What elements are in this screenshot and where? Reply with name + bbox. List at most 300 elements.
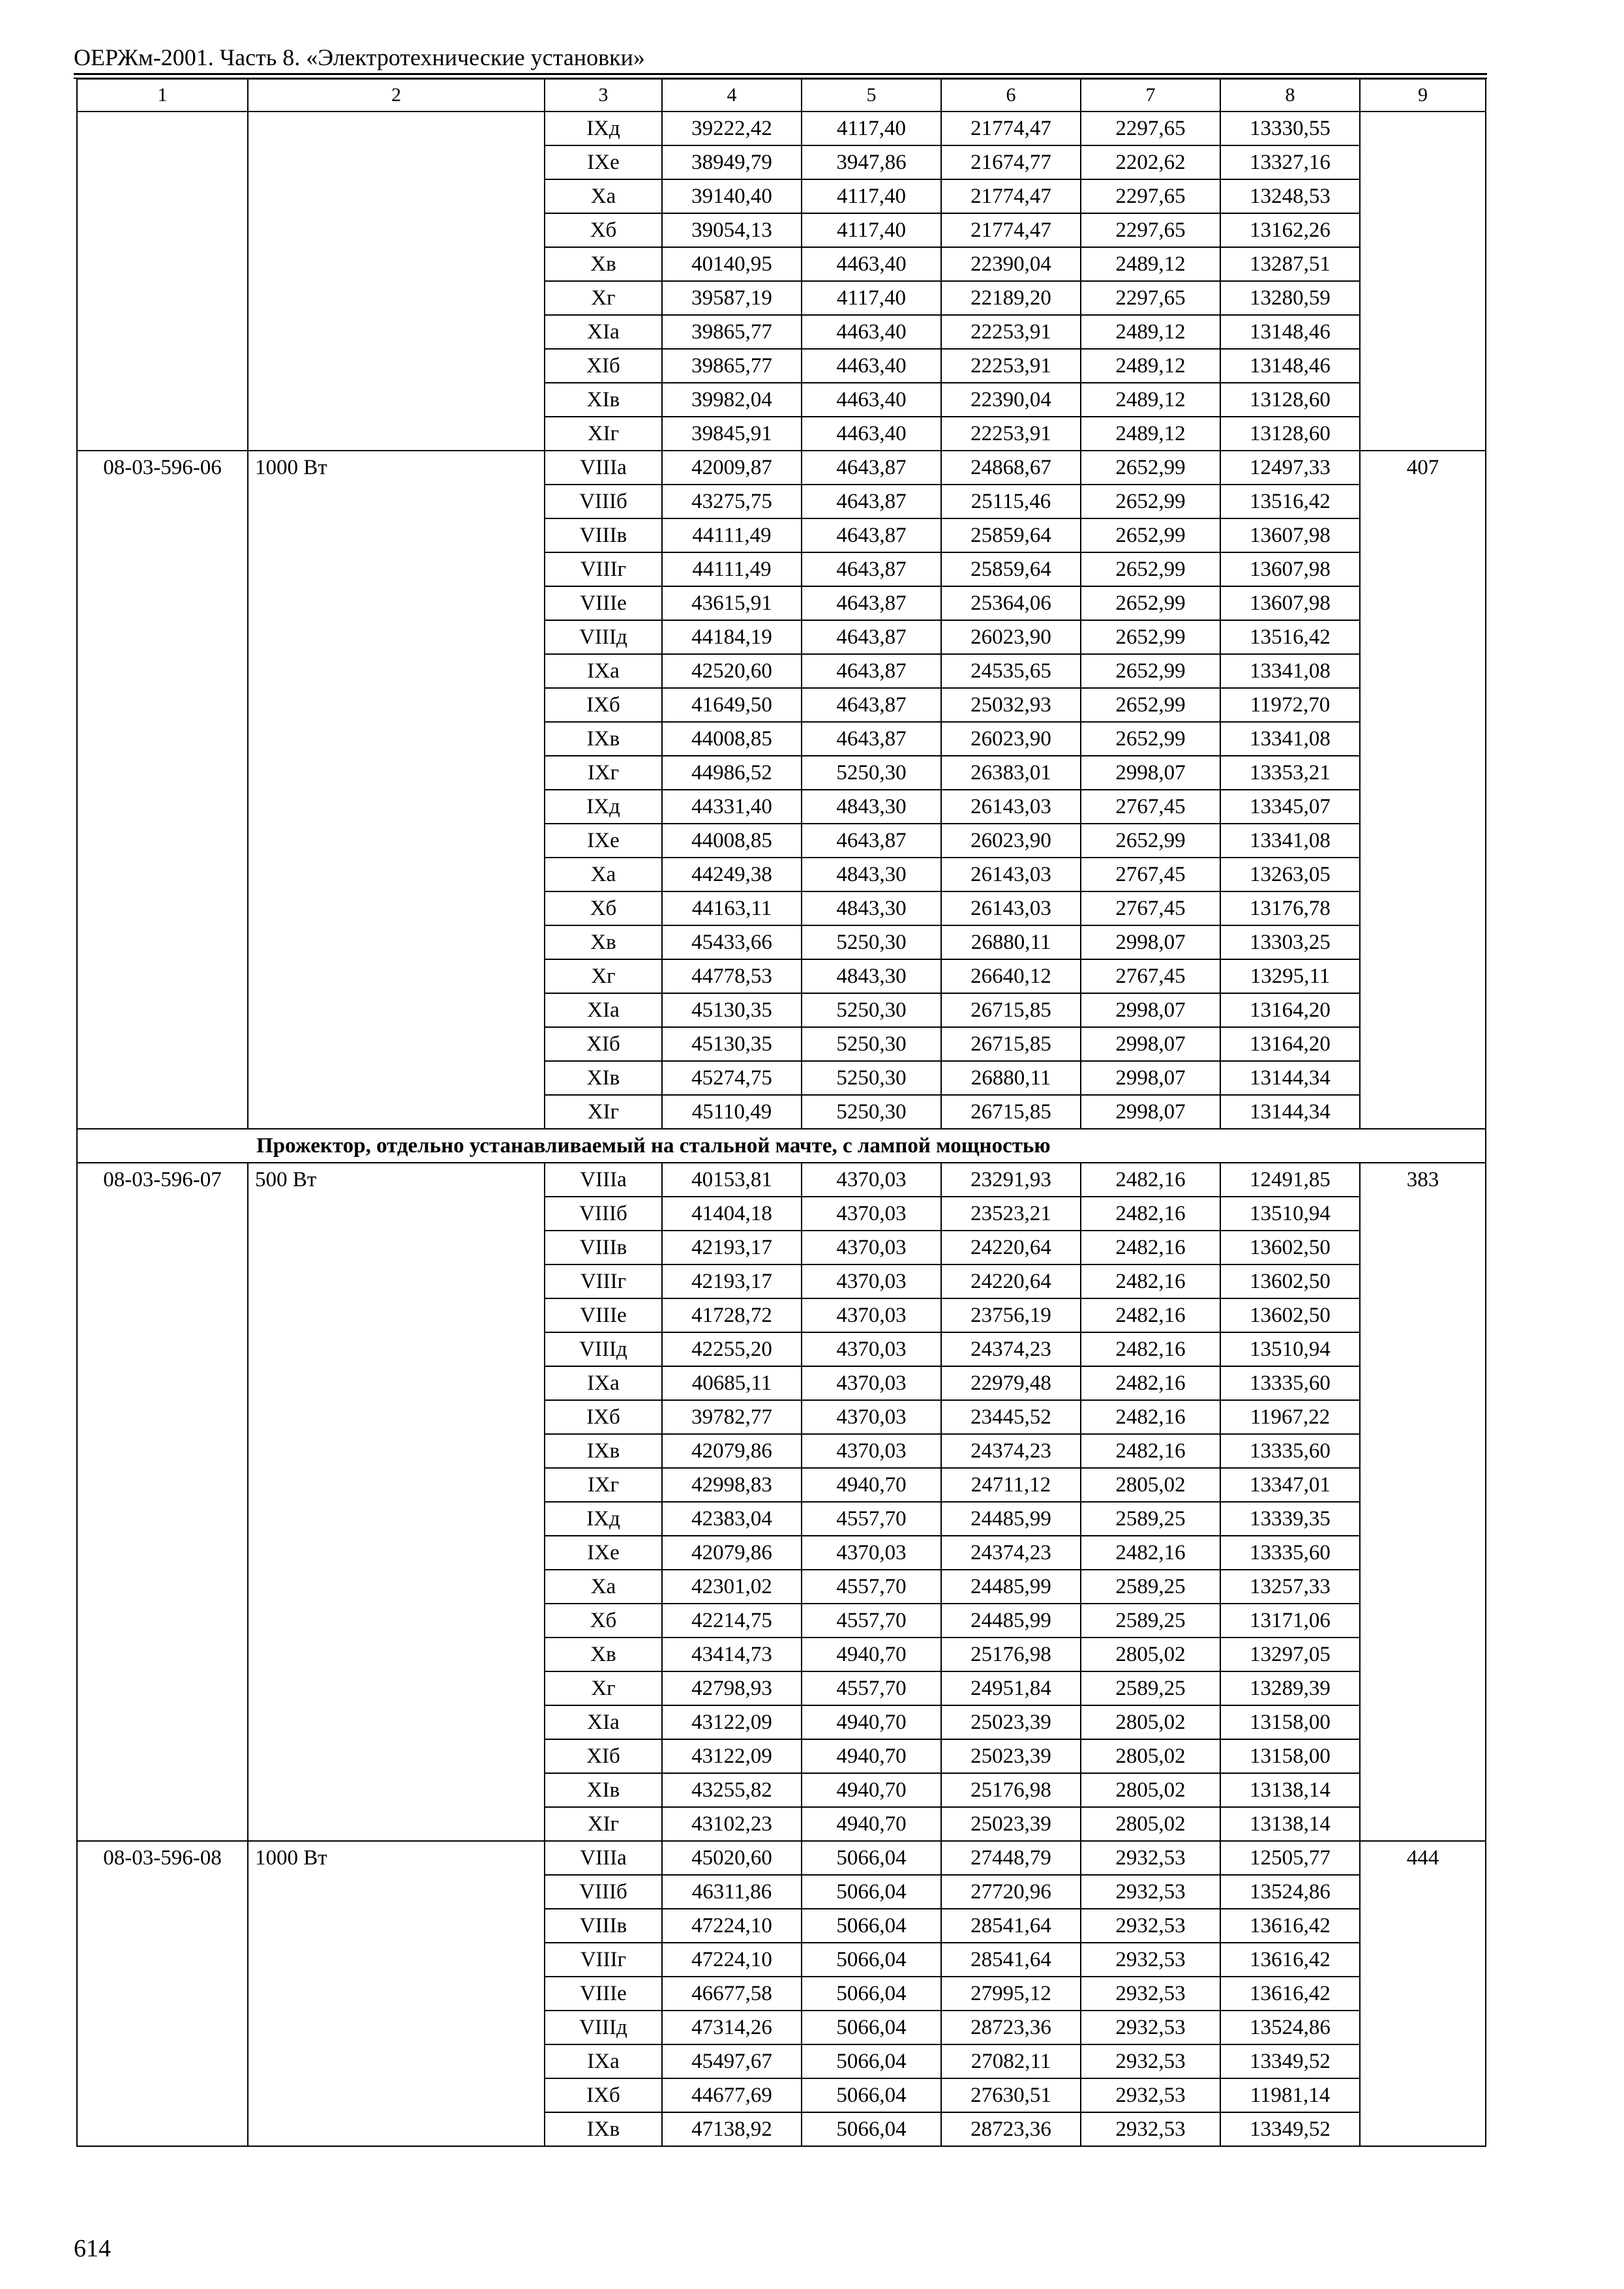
value-col8: 13616,42: [1220, 1977, 1360, 2011]
header-rule: [74, 73, 1487, 75]
value-col7: 2482,16: [1081, 1366, 1220, 1400]
value-col4: 44986,52: [662, 756, 802, 790]
value-col5: 4370,03: [802, 1366, 941, 1400]
value-col7: 2805,02: [1081, 1739, 1220, 1773]
zone-cell: XIб: [545, 349, 662, 383]
value-col8: 13128,60: [1220, 417, 1360, 451]
value-col7: 2805,02: [1081, 1773, 1220, 1807]
zone-cell: VIIIг: [545, 1943, 662, 1977]
value-col8: 13148,46: [1220, 349, 1360, 383]
zone-cell: Xб: [545, 891, 662, 925]
value-col7: 2482,16: [1081, 1400, 1220, 1434]
zone-cell: Xб: [545, 213, 662, 247]
value-col4: 45497,67: [662, 2044, 802, 2078]
value-col7: 2932,53: [1081, 2044, 1220, 2078]
value-col4: 43615,91: [662, 586, 802, 620]
value-col6: 26023,90: [941, 722, 1081, 756]
value-col5: 4843,30: [802, 891, 941, 925]
zone-cell: XIг: [545, 417, 662, 451]
value-col7: 2297,65: [1081, 112, 1220, 145]
column-header: 7: [1081, 79, 1220, 112]
value-col6: 26143,03: [941, 790, 1081, 824]
value-col4: 42193,17: [662, 1231, 802, 1264]
value-col5: 3947,86: [802, 145, 941, 179]
value-col4: 40685,11: [662, 1366, 802, 1400]
value-col8: 13602,50: [1220, 1231, 1360, 1264]
zone-cell: Xг: [545, 959, 662, 993]
value-col5: 4643,87: [802, 451, 941, 485]
zone-cell: IXб: [545, 688, 662, 722]
value-col6: 24485,99: [941, 1570, 1081, 1604]
value-col4: 43275,75: [662, 485, 802, 518]
zone-cell: VIIIб: [545, 1875, 662, 1909]
value-col5: 4940,70: [802, 1468, 941, 1502]
zone-cell: IXд: [545, 112, 662, 145]
value-col7: 2482,16: [1081, 1163, 1220, 1197]
section-row: [77, 1129, 1486, 1163]
value-col8: 13295,11: [1220, 959, 1360, 993]
value-col8: 11981,14: [1220, 2078, 1360, 2112]
zone-cell: IXв: [545, 1434, 662, 1468]
value-col5: 4940,70: [802, 1739, 941, 1773]
value-col8: 13148,46: [1220, 315, 1360, 349]
value-col7: 2932,53: [1081, 2078, 1220, 2112]
value-col8: 13510,94: [1220, 1332, 1360, 1366]
value-col8: 13341,08: [1220, 824, 1360, 858]
value-col8: 13345,07: [1220, 790, 1360, 824]
page-header: ОЕРЖм-2001. Часть 8. «Электротехнические установки»: [74, 44, 645, 70]
value-col6: 28723,36: [941, 2011, 1081, 2044]
value-col4: 44111,49: [662, 518, 802, 552]
value-col7: 2998,07: [1081, 925, 1220, 959]
value-col8: 13144,34: [1220, 1095, 1360, 1129]
value-col7: 2932,53: [1081, 1943, 1220, 1977]
value-col6: 26715,85: [941, 1027, 1081, 1061]
zone-cell: XIв: [545, 1773, 662, 1807]
value-col5: 4643,87: [802, 518, 941, 552]
value-col5: 4370,03: [802, 1332, 941, 1366]
value-col5: 4557,70: [802, 1671, 941, 1705]
value-col6: 22189,20: [941, 281, 1081, 315]
zone-cell: IXв: [545, 2112, 662, 2146]
zone-cell: VIIIв: [545, 518, 662, 552]
value-col7: 2489,12: [1081, 349, 1220, 383]
table-row: [77, 451, 1486, 485]
value-col4: 39587,19: [662, 281, 802, 315]
value-col4: 44677,69: [662, 2078, 802, 2112]
value-col5: 4940,70: [802, 1807, 941, 1841]
zone-cell: VIIIг: [545, 1264, 662, 1298]
value-col5: 4643,87: [802, 654, 941, 688]
value-col4: 42998,83: [662, 1468, 802, 1502]
value-col6: 25023,39: [941, 1739, 1081, 1773]
value-col4: 45130,35: [662, 993, 802, 1027]
value-col6: 21674,77: [941, 145, 1081, 179]
value-col6: 25364,06: [941, 586, 1081, 620]
value-col4: 42301,02: [662, 1570, 802, 1604]
value-col4: 42520,60: [662, 654, 802, 688]
value-col4: 39845,91: [662, 417, 802, 451]
rate-index: 383: [1360, 1163, 1486, 1841]
value-col6: 27630,51: [941, 2078, 1081, 2112]
value-col7: 2589,25: [1081, 1604, 1220, 1638]
value-col5: 4557,70: [802, 1604, 941, 1638]
zone-cell: XIв: [545, 1061, 662, 1095]
value-col8: 13516,42: [1220, 620, 1360, 654]
value-col7: 2482,16: [1081, 1197, 1220, 1231]
value-col4: 42798,93: [662, 1671, 802, 1705]
value-col7: 2767,45: [1081, 959, 1220, 993]
value-col8: 13162,26: [1220, 213, 1360, 247]
value-col5: 5250,30: [802, 1095, 941, 1129]
value-col5: 4117,40: [802, 213, 941, 247]
value-col8: 13349,52: [1220, 2044, 1360, 2078]
value-col4: 41404,18: [662, 1197, 802, 1231]
value-col6: 25859,64: [941, 552, 1081, 586]
column-header: 4: [662, 79, 802, 112]
value-col6: 24485,99: [941, 1604, 1081, 1638]
value-col5: 4643,87: [802, 586, 941, 620]
value-col5: 4557,70: [802, 1570, 941, 1604]
value-col8: 13303,25: [1220, 925, 1360, 959]
value-col7: 2932,53: [1081, 2112, 1220, 2146]
value-col6: 26143,03: [941, 891, 1081, 925]
value-col5: 5250,30: [802, 993, 941, 1027]
value-col4: 46677,58: [662, 1977, 802, 2011]
value-col5: 4643,87: [802, 552, 941, 586]
value-col8: 13164,20: [1220, 993, 1360, 1027]
value-col7: 2652,99: [1081, 654, 1220, 688]
zone-cell: VIIIа: [545, 451, 662, 485]
table-row: [77, 1841, 1486, 1875]
value-col8: 13347,01: [1220, 1468, 1360, 1502]
value-col7: 2652,99: [1081, 485, 1220, 518]
value-col6: 26715,85: [941, 1095, 1081, 1129]
rate-description: 1000 Вт: [248, 1841, 545, 2146]
value-col4: 44778,53: [662, 959, 802, 993]
value-col6: 25023,39: [941, 1807, 1081, 1841]
zone-cell: Xг: [545, 281, 662, 315]
value-col7: 2202,62: [1081, 145, 1220, 179]
value-col6: 22979,48: [941, 1366, 1081, 1400]
value-col8: 13602,50: [1220, 1298, 1360, 1332]
value-col5: 4940,70: [802, 1638, 941, 1671]
value-col5: 5066,04: [802, 2011, 941, 2044]
value-col8: 13339,35: [1220, 1502, 1360, 1536]
value-col4: 44249,38: [662, 858, 802, 891]
value-col5: 4643,87: [802, 722, 941, 756]
zone-cell: IXа: [545, 2044, 662, 2078]
value-col4: 39140,40: [662, 179, 802, 213]
value-col6: 26880,11: [941, 1061, 1081, 1095]
zone-cell: IXе: [545, 824, 662, 858]
value-col7: 2652,99: [1081, 722, 1220, 756]
value-col7: 2482,16: [1081, 1434, 1220, 1468]
value-col6: 28541,64: [941, 1943, 1081, 1977]
value-col4: 44008,85: [662, 722, 802, 756]
value-col8: 13289,39: [1220, 1671, 1360, 1705]
value-col5: 4463,40: [802, 315, 941, 349]
zone-cell: XIа: [545, 993, 662, 1027]
value-col6: 25176,98: [941, 1638, 1081, 1671]
value-col8: 13353,21: [1220, 756, 1360, 790]
value-col5: 5250,30: [802, 756, 941, 790]
value-col6: 21774,47: [941, 213, 1081, 247]
value-col8: 13335,60: [1220, 1536, 1360, 1570]
zone-cell: IXг: [545, 756, 662, 790]
value-col4: 43414,73: [662, 1638, 802, 1671]
zone-cell: IXд: [545, 1502, 662, 1536]
value-col6: 25859,64: [941, 518, 1081, 552]
value-col5: 4370,03: [802, 1197, 941, 1231]
value-col8: 13616,42: [1220, 1943, 1360, 1977]
zone-cell: VIIIд: [545, 1332, 662, 1366]
value-col6: 28541,64: [941, 1909, 1081, 1943]
value-col7: 2998,07: [1081, 756, 1220, 790]
value-col5: 4463,40: [802, 417, 941, 451]
value-col6: 25023,39: [941, 1705, 1081, 1739]
value-col6: 26023,90: [941, 824, 1081, 858]
value-col5: 4843,30: [802, 790, 941, 824]
zone-cell: XIг: [545, 1095, 662, 1129]
value-col5: 4370,03: [802, 1231, 941, 1264]
value-col6: 22390,04: [941, 383, 1081, 417]
zone-cell: VIIIе: [545, 586, 662, 620]
value-col4: 44331,40: [662, 790, 802, 824]
value-col5: 4117,40: [802, 112, 941, 145]
column-header: 8: [1220, 79, 1360, 112]
value-col7: 2482,16: [1081, 1298, 1220, 1332]
value-col8: 12497,33: [1220, 451, 1360, 485]
value-col4: 45020,60: [662, 1841, 802, 1875]
section-title: Прожектор, отдельно устанавливаемый на стальной мачте, с лампой мощностью: [77, 1129, 1486, 1163]
value-col6: 23756,19: [941, 1298, 1081, 1332]
zone-cell: VIIIд: [545, 2011, 662, 2044]
value-col5: 4370,03: [802, 1298, 941, 1332]
value-col7: 2297,65: [1081, 213, 1220, 247]
value-col5: 4643,87: [802, 485, 941, 518]
zone-cell: Xв: [545, 247, 662, 281]
value-col5: 4843,30: [802, 959, 941, 993]
value-col5: 5066,04: [802, 2078, 941, 2112]
value-col7: 2998,07: [1081, 1061, 1220, 1095]
zone-cell: Xа: [545, 1570, 662, 1604]
zone-cell: VIIIе: [545, 1977, 662, 2011]
value-col7: 2297,65: [1081, 281, 1220, 315]
value-col5: 4370,03: [802, 1264, 941, 1298]
value-col4: 44008,85: [662, 824, 802, 858]
value-col4: 42079,86: [662, 1434, 802, 1468]
value-col5: 4843,30: [802, 858, 941, 891]
value-col8: 13607,98: [1220, 518, 1360, 552]
column-header: 2: [248, 79, 545, 112]
value-col8: 13144,34: [1220, 1061, 1360, 1095]
value-col8: 13510,94: [1220, 1197, 1360, 1231]
zone-cell: IXб: [545, 2078, 662, 2112]
value-col7: 2932,53: [1081, 1977, 1220, 2011]
value-col6: 26023,90: [941, 620, 1081, 654]
value-col8: 13263,05: [1220, 858, 1360, 891]
value-col8: 13524,86: [1220, 1875, 1360, 1909]
value-col4: 45110,49: [662, 1095, 802, 1129]
value-col6: 27448,79: [941, 1841, 1081, 1875]
value-col7: 2767,45: [1081, 891, 1220, 925]
zone-cell: VIIIб: [545, 485, 662, 518]
value-col6: 24485,99: [941, 1502, 1081, 1536]
table-row: [77, 1163, 1486, 1197]
value-col6: 24535,65: [941, 654, 1081, 688]
table-row: [77, 112, 1486, 145]
value-col4: 45130,35: [662, 1027, 802, 1061]
value-col5: 4463,40: [802, 247, 941, 281]
value-col6: 24711,12: [941, 1468, 1081, 1502]
value-col5: 4557,70: [802, 1502, 941, 1536]
value-col6: 22253,91: [941, 315, 1081, 349]
value-col4: 41728,72: [662, 1298, 802, 1332]
value-col4: 39982,04: [662, 383, 802, 417]
value-col4: 41649,50: [662, 688, 802, 722]
value-col5: 4117,40: [802, 179, 941, 213]
rate-index: 407: [1360, 451, 1486, 1129]
value-col5: 5066,04: [802, 1875, 941, 1909]
value-col6: 24374,23: [941, 1536, 1081, 1570]
zone-cell: IXа: [545, 654, 662, 688]
value-col7: 2805,02: [1081, 1468, 1220, 1502]
value-col8: 13602,50: [1220, 1264, 1360, 1298]
value-col6: 23523,21: [941, 1197, 1081, 1231]
value-col7: 2482,16: [1081, 1332, 1220, 1366]
zone-cell: Xа: [545, 179, 662, 213]
value-col5: 4370,03: [802, 1536, 941, 1570]
value-col6: 26880,11: [941, 925, 1081, 959]
value-col8: 13164,20: [1220, 1027, 1360, 1061]
value-col5: 4370,03: [802, 1163, 941, 1197]
value-col4: 44163,11: [662, 891, 802, 925]
zone-cell: VIIIе: [545, 1298, 662, 1332]
value-col5: 4643,87: [802, 620, 941, 654]
value-col5: 4463,40: [802, 383, 941, 417]
value-col6: 24374,23: [941, 1434, 1081, 1468]
value-col7: 2589,25: [1081, 1502, 1220, 1536]
value-col6: 24220,64: [941, 1231, 1081, 1264]
value-col8: 13335,60: [1220, 1434, 1360, 1468]
rate-index: [1360, 112, 1486, 451]
value-col7: 2652,99: [1081, 518, 1220, 552]
value-col5: 5066,04: [802, 2044, 941, 2078]
zone-cell: VIIIв: [545, 1909, 662, 1943]
value-col7: 2489,12: [1081, 247, 1220, 281]
value-col4: 40140,95: [662, 247, 802, 281]
value-col4: 43122,09: [662, 1705, 802, 1739]
value-col6: 26715,85: [941, 993, 1081, 1027]
zone-cell: VIIIа: [545, 1163, 662, 1197]
value-col4: 42009,87: [662, 451, 802, 485]
value-col4: 43102,23: [662, 1807, 802, 1841]
zone-cell: Xв: [545, 925, 662, 959]
zone-cell: IXд: [545, 790, 662, 824]
value-col7: 2652,99: [1081, 620, 1220, 654]
value-col4: 47138,92: [662, 2112, 802, 2146]
value-col8: 13341,08: [1220, 722, 1360, 756]
value-col7: 2482,16: [1081, 1536, 1220, 1570]
zone-cell: IXв: [545, 722, 662, 756]
zone-cell: XIв: [545, 383, 662, 417]
value-col7: 2652,99: [1081, 688, 1220, 722]
value-col6: 25176,98: [941, 1773, 1081, 1807]
value-col8: 13341,08: [1220, 654, 1360, 688]
value-col8: 13330,55: [1220, 112, 1360, 145]
zone-cell: Xв: [545, 1638, 662, 1671]
value-col7: 2932,53: [1081, 1875, 1220, 1909]
rate-code: 08-03-596-08: [77, 1841, 248, 2146]
rate-index: 444: [1360, 1841, 1486, 2146]
value-col7: 2998,07: [1081, 1027, 1220, 1061]
value-col5: 4643,87: [802, 688, 941, 722]
zone-cell: Xб: [545, 1604, 662, 1638]
value-col7: 2589,25: [1081, 1570, 1220, 1604]
value-col7: 2932,53: [1081, 1909, 1220, 1943]
value-col6: 25115,46: [941, 485, 1081, 518]
value-col4: 45433,66: [662, 925, 802, 959]
zone-cell: XIб: [545, 1027, 662, 1061]
value-col7: 2482,16: [1081, 1264, 1220, 1298]
value-col4: 46311,86: [662, 1875, 802, 1909]
value-col8: 13138,14: [1220, 1773, 1360, 1807]
zone-cell: IXб: [545, 1400, 662, 1434]
value-col8: 11967,22: [1220, 1400, 1360, 1434]
value-col7: 2652,99: [1081, 586, 1220, 620]
value-col7: 2652,99: [1081, 451, 1220, 485]
value-col8: 13349,52: [1220, 2112, 1360, 2146]
value-col6: 26640,12: [941, 959, 1081, 993]
value-col5: 4370,03: [802, 1400, 941, 1434]
value-col5: 5066,04: [802, 1943, 941, 1977]
value-col7: 2767,45: [1081, 858, 1220, 891]
value-col4: 44184,19: [662, 620, 802, 654]
page-number: 614: [74, 2235, 111, 2262]
value-col4: 42079,86: [662, 1536, 802, 1570]
value-col8: 13297,05: [1220, 1638, 1360, 1671]
value-col7: 2932,53: [1081, 1841, 1220, 1875]
value-col5: 5066,04: [802, 1841, 941, 1875]
zone-cell: XIг: [545, 1807, 662, 1841]
value-col6: 24951,84: [941, 1671, 1081, 1705]
value-col5: 5066,04: [802, 1977, 941, 2011]
value-col8: 13335,60: [1220, 1366, 1360, 1400]
value-col4: 42255,20: [662, 1332, 802, 1366]
value-col6: 22390,04: [941, 247, 1081, 281]
column-header: 3: [545, 79, 662, 112]
value-col7: 2652,99: [1081, 824, 1220, 858]
value-col8: 13158,00: [1220, 1705, 1360, 1739]
value-col8: 13287,51: [1220, 247, 1360, 281]
value-col6: 26383,01: [941, 756, 1081, 790]
value-col4: 43122,09: [662, 1739, 802, 1773]
value-col7: 2489,12: [1081, 417, 1220, 451]
value-col4: 38949,79: [662, 145, 802, 179]
value-col8: 13138,14: [1220, 1807, 1360, 1841]
value-col5: 4463,40: [802, 349, 941, 383]
value-col4: 44111,49: [662, 552, 802, 586]
value-col7: 2767,45: [1081, 790, 1220, 824]
value-col8: 12491,85: [1220, 1163, 1360, 1197]
value-col4: 42193,17: [662, 1264, 802, 1298]
zone-cell: VIIIв: [545, 1231, 662, 1264]
value-col5: 5250,30: [802, 1027, 941, 1061]
value-col4: 39782,77: [662, 1400, 802, 1434]
value-col5: 5250,30: [802, 1061, 941, 1095]
value-col8: 13280,59: [1220, 281, 1360, 315]
